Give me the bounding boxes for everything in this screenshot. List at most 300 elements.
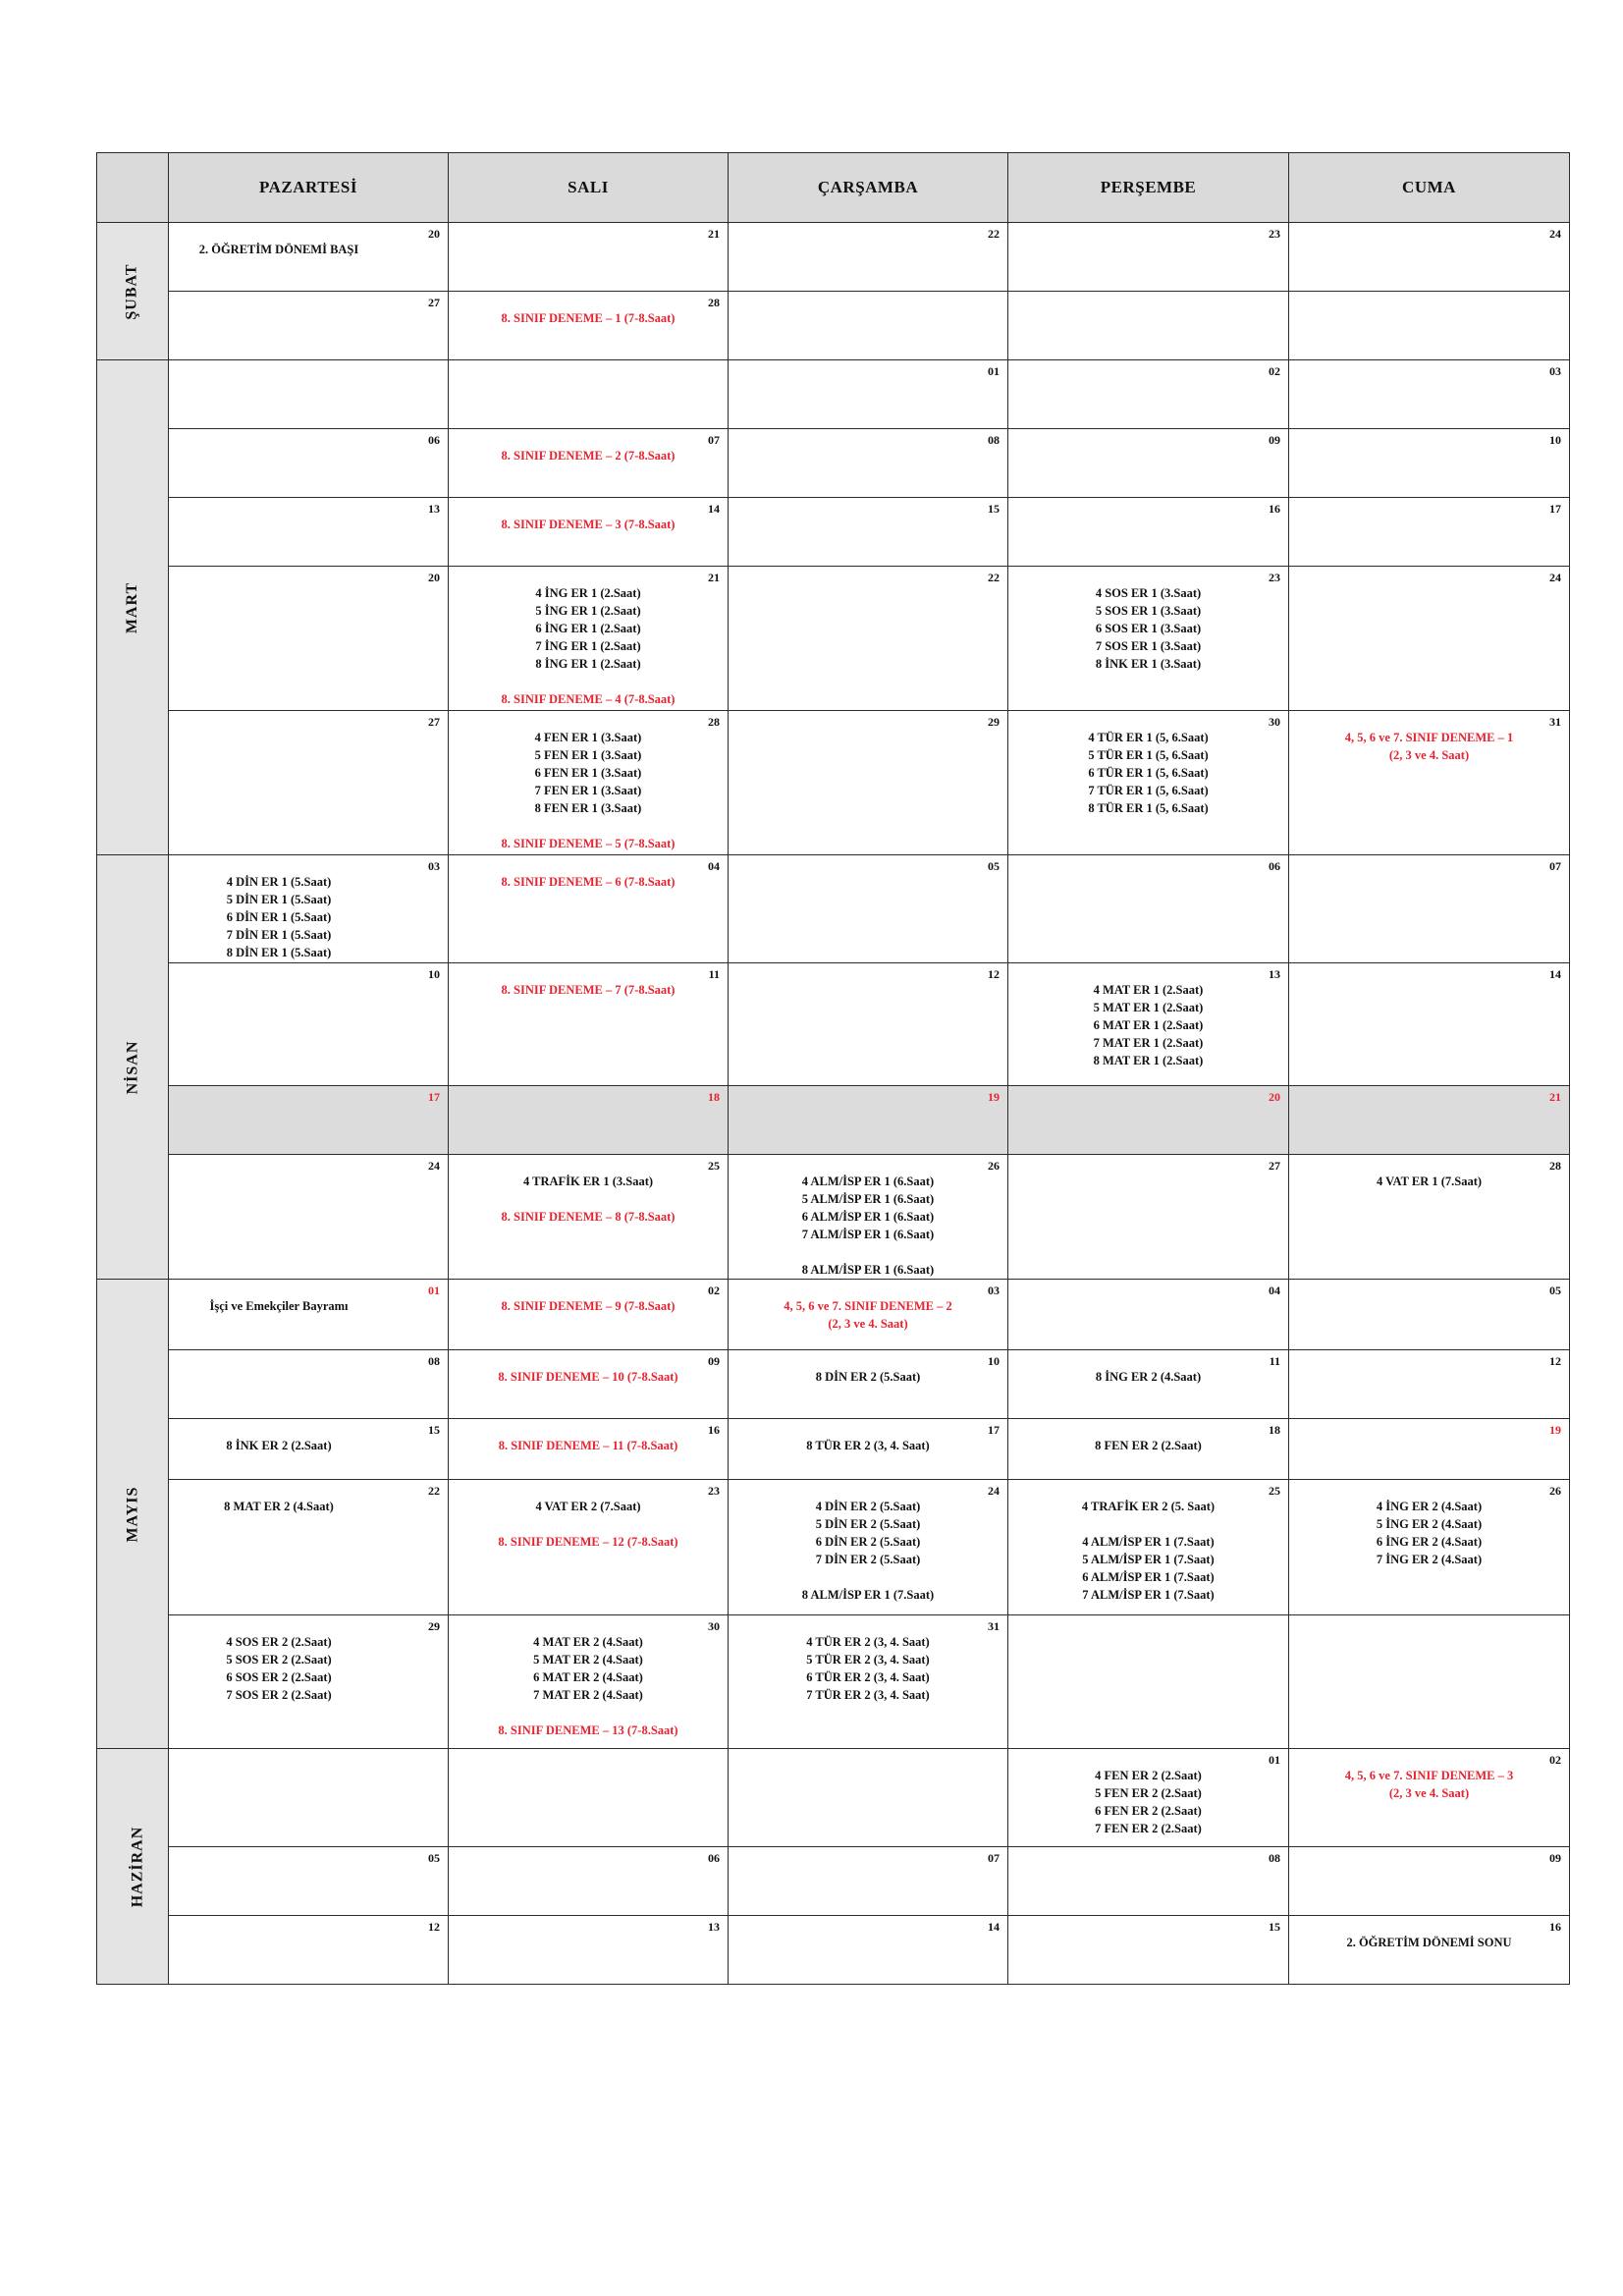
cell-entries <box>1289 1749 1569 1802</box>
day-number: 21 <box>708 571 720 584</box>
cell-entries <box>449 1847 728 1865</box>
day-cell <box>449 1847 729 1916</box>
exam-entry: 6 TÜR ER 2 (3, 4. Saat) <box>806 1670 930 1684</box>
day-number: 18 <box>1269 1423 1280 1437</box>
day-number: 19 <box>988 1090 1000 1104</box>
day-cell <box>1008 963 1289 1086</box>
exam-entry: 8 ALM/İSP ER 1 (6.Saat) <box>801 1263 935 1277</box>
day-number: 25 <box>1269 1484 1280 1498</box>
exam-calendar <box>96 152 1569 1979</box>
week-row <box>97 1480 1570 1615</box>
exam-entry: 6 SOS ER 2 (2.Saat) <box>226 1670 332 1684</box>
exam-entry: 5 DİN ER 1 (5.Saat) <box>226 893 332 906</box>
cell-entries <box>1008 1615 1288 1633</box>
day-cell <box>1008 1350 1289 1419</box>
day-cell <box>1008 1419 1289 1480</box>
exam-entry <box>729 1568 1007 1586</box>
exam-entry: 4 DİN ER 2 (5.Saat) <box>815 1500 921 1513</box>
day-number: 11 <box>708 967 720 981</box>
cell-entries <box>449 1086 728 1104</box>
day-cell <box>729 567 1008 711</box>
day-cell <box>1289 1847 1570 1916</box>
exam-entry: 6 FEN ER 2 (2.Saat) <box>1095 1804 1202 1818</box>
cell-entries <box>449 498 728 533</box>
cell-entries <box>729 1419 1007 1454</box>
exam-entry: 5 TÜR ER 2 (3, 4. Saat) <box>806 1653 930 1667</box>
cell-entries <box>169 1280 448 1315</box>
day-number: 09 <box>708 1354 720 1368</box>
exam-entry: 6 DİN ER 1 (5.Saat) <box>226 910 332 924</box>
day-cell <box>1289 1615 1570 1749</box>
cell-entries <box>1289 1280 1569 1297</box>
exam-entry <box>449 1190 728 1208</box>
calendar-table <box>96 152 1570 1985</box>
cell-entries <box>1008 1480 1288 1604</box>
day-cell <box>169 963 449 1086</box>
cell-entries <box>1008 1847 1288 1865</box>
day-cell <box>449 1480 729 1615</box>
cell-entries <box>1008 223 1288 241</box>
cell-entries <box>729 498 1007 516</box>
cell-entries <box>449 1749 728 1767</box>
cell-entries <box>1008 567 1288 673</box>
cell-entries <box>169 1155 448 1173</box>
exam-entry: 8 TÜR ER 1 (5, 6.Saat) <box>1088 801 1209 815</box>
day-number: 06 <box>1269 859 1280 873</box>
week-row <box>97 1350 1570 1419</box>
cell-entries <box>1289 711 1569 764</box>
exam-entry <box>449 817 728 835</box>
day-number: 16 <box>1269 502 1280 516</box>
day-number: 14 <box>988 1920 1000 1934</box>
day-number: 23 <box>708 1484 720 1498</box>
week-row <box>97 1847 1570 1916</box>
week-row <box>97 1615 1570 1749</box>
day-cell <box>1008 1847 1289 1916</box>
exam-entry: 7 İNG ER 1 (2.Saat) <box>535 639 641 653</box>
day-number: 20 <box>1269 1090 1280 1104</box>
day-number: 02 <box>1269 364 1280 378</box>
exam-entry: 5 DİN ER 2 (5.Saat) <box>815 1517 921 1531</box>
exam-entry: 8 İNK ER 2 (2.Saat) <box>226 1439 332 1452</box>
day-number: 22 <box>988 227 1000 241</box>
exam-entry: 8 FEN ER 1 (3.Saat) <box>534 801 642 815</box>
cell-entries <box>449 1350 728 1386</box>
day-cell <box>1008 429 1289 498</box>
cell-entries <box>449 292 728 327</box>
cell-entries <box>1289 360 1569 378</box>
month-label-cell <box>97 855 169 1280</box>
day-cell <box>449 498 729 567</box>
day-cell <box>169 855 449 963</box>
day-cell <box>1008 855 1289 963</box>
exam-entry: 7 SOS ER 2 (2.Saat) <box>226 1688 332 1702</box>
day-number: 12 <box>988 967 1000 981</box>
header-row <box>97 153 1570 223</box>
day-number: 26 <box>1549 1484 1561 1498</box>
cell-entries <box>1289 498 1569 516</box>
exam-entry: 5 MAT ER 2 (4.Saat) <box>533 1653 643 1667</box>
day-cell <box>729 1419 1008 1480</box>
day-cell <box>1008 1155 1289 1280</box>
cell-entries <box>1289 855 1569 873</box>
exam-deneme-entry: 8. SINIF DENEME – 8 (7-8.Saat) <box>501 1210 676 1224</box>
day-number: 28 <box>708 715 720 729</box>
day-number: 07 <box>708 433 720 447</box>
day-number: 25 <box>708 1159 720 1173</box>
exam-entry: 4 SOS ER 1 (3.Saat) <box>1095 586 1202 600</box>
day-cell <box>1289 1916 1570 1985</box>
exam-entry: 7 ALM/İSP ER 1 (6.Saat) <box>801 1228 935 1241</box>
exam-deneme-entry: 4, 5, 6 ve 7. SINIF DENEME – 3 <box>1344 1769 1514 1782</box>
cell-entries <box>449 711 728 852</box>
cell-entries <box>1289 567 1569 584</box>
exam-entry: 5 İNG ER 2 (4.Saat) <box>1376 1517 1483 1531</box>
day-number: 13 <box>708 1920 720 1934</box>
exam-deneme-entry: 4, 5, 6 ve 7. SINIF DENEME – 2 <box>784 1299 952 1313</box>
day-number: 02 <box>708 1284 720 1297</box>
exam-entry: 6 SOS ER 1 (3.Saat) <box>1095 622 1202 635</box>
day-number: 29 <box>428 1619 440 1633</box>
header-monday: PAZARTESİ <box>169 153 449 223</box>
day-number: 17 <box>428 1090 440 1104</box>
cell-entries <box>1289 223 1569 241</box>
day-cell <box>1008 1086 1289 1155</box>
exam-deneme-entry: 8. SINIF DENEME – 4 (7-8.Saat) <box>501 692 676 706</box>
day-number: 07 <box>988 1851 1000 1865</box>
cell-entries <box>1008 1419 1288 1454</box>
exam-deneme-entry: 8. SINIF DENEME – 13 (7-8.Saat) <box>498 1723 678 1737</box>
day-cell <box>1289 1419 1570 1480</box>
week-row <box>97 711 1570 855</box>
cell-entries <box>169 223 448 258</box>
day-cell <box>449 855 729 963</box>
cell-entries <box>169 1350 448 1368</box>
cell-entries <box>729 1480 1007 1604</box>
exam-entry: 8 DİN ER 2 (5.Saat) <box>815 1370 921 1384</box>
month-name: MAYIS <box>124 1486 140 1542</box>
day-cell <box>169 1916 449 1985</box>
exam-deneme-entry: (2, 3 ve 4. Saat) <box>828 1317 908 1331</box>
day-cell <box>449 1615 729 1749</box>
cell-entries <box>729 711 1007 729</box>
exam-entry: 6 TÜR ER 1 (5, 6.Saat) <box>1088 766 1209 780</box>
month-name: MART <box>123 581 140 633</box>
cell-entries <box>1289 1480 1569 1568</box>
day-cell <box>169 1155 449 1280</box>
exam-entry: 4 VAT ER 1 (7.Saat) <box>1376 1175 1483 1188</box>
day-cell <box>1008 1749 1289 1847</box>
exam-deneme-entry: 8. SINIF DENEME – 12 (7-8.Saat) <box>498 1535 678 1549</box>
cell-entries <box>1289 1847 1569 1865</box>
day-cell <box>449 1280 729 1350</box>
week-row <box>97 1749 1570 1847</box>
day-cell <box>729 1086 1008 1155</box>
day-number: 15 <box>988 502 1000 516</box>
cell-entries <box>169 1615 448 1704</box>
week-row <box>97 1916 1570 1985</box>
calendar-body <box>97 223 1570 1985</box>
cell-entries <box>169 429 448 447</box>
day-cell <box>169 292 449 360</box>
day-cell <box>1008 498 1289 567</box>
exam-deneme-entry: 8. SINIF DENEME – 6 (7-8.Saat) <box>501 875 676 889</box>
day-number: 05 <box>1549 1284 1561 1297</box>
cell-entries <box>729 292 1007 309</box>
exam-entry: 8 MAT ER 2 (4.Saat) <box>224 1500 334 1513</box>
cell-entries <box>1008 498 1288 516</box>
cell-entries <box>449 360 728 378</box>
day-cell <box>1008 360 1289 429</box>
exam-entry: 5 ALM/İSP ER 1 (6.Saat) <box>801 1192 935 1206</box>
cell-entries <box>1008 1749 1288 1837</box>
cell-entries <box>169 855 448 961</box>
exam-entry: 8 MAT ER 1 (2.Saat) <box>1093 1054 1204 1067</box>
day-cell <box>449 711 729 855</box>
cell-entries <box>729 1280 1007 1333</box>
exam-deneme-entry: (2, 3 ve 4. Saat) <box>1388 1786 1470 1800</box>
day-cell <box>169 1086 449 1155</box>
day-cell <box>1289 1749 1570 1847</box>
day-number: 29 <box>988 715 1000 729</box>
day-cell <box>169 1280 449 1350</box>
exam-entry: 5 SOS ER 2 (2.Saat) <box>226 1653 332 1667</box>
exam-entry: 2. ÖĞRETİM DÖNEMİ BAŞI <box>198 243 359 256</box>
day-number: 14 <box>708 502 720 516</box>
week-row <box>97 1155 1570 1280</box>
exam-entry: 4 ALM/İSP ER 1 (7.Saat) <box>1082 1535 1215 1549</box>
day-number: 31 <box>1549 715 1561 729</box>
exam-entry: 4 TÜR ER 2 (3, 4. Saat) <box>806 1635 930 1649</box>
day-cell <box>449 1155 729 1280</box>
day-number: 09 <box>1269 433 1280 447</box>
exam-entry: 6 İNG ER 2 (4.Saat) <box>1376 1535 1483 1549</box>
day-cell <box>1289 855 1570 963</box>
day-number: 19 <box>1549 1423 1561 1437</box>
cell-entries <box>449 1419 728 1454</box>
day-cell <box>729 429 1008 498</box>
week-row <box>97 223 1570 292</box>
day-cell <box>1008 1280 1289 1350</box>
exam-entry: 7 MAT ER 2 (4.Saat) <box>533 1688 643 1702</box>
exam-entry: 7 DİN ER 2 (5.Saat) <box>815 1553 921 1566</box>
day-cell <box>1008 1480 1289 1615</box>
day-cell <box>1008 1615 1289 1749</box>
week-row <box>97 429 1570 498</box>
exam-entry: 4 İNG ER 1 (2.Saat) <box>535 586 641 600</box>
exam-deneme-entry: 8. SINIF DENEME – 10 (7-8.Saat) <box>498 1370 678 1384</box>
day-cell <box>729 711 1008 855</box>
day-cell <box>729 1749 1008 1847</box>
cell-entries <box>449 223 728 241</box>
day-number: 30 <box>1269 715 1280 729</box>
exam-entry: 5 SOS ER 1 (3.Saat) <box>1095 604 1202 618</box>
exam-entry: 7 TÜR ER 1 (5, 6.Saat) <box>1088 784 1209 797</box>
day-number: 22 <box>428 1484 440 1498</box>
day-cell <box>729 360 1008 429</box>
day-cell <box>729 498 1008 567</box>
day-number: 09 <box>1549 1851 1561 1865</box>
exam-entry: 5 MAT ER 1 (2.Saat) <box>1093 1001 1204 1014</box>
day-cell <box>1008 292 1289 360</box>
exam-deneme-entry: 8. SINIF DENEME – 5 (7-8.Saat) <box>501 837 676 850</box>
exam-entry: 4 TÜR ER 1 (5, 6.Saat) <box>1088 731 1209 744</box>
day-number: 27 <box>428 296 440 309</box>
exam-entry <box>449 673 728 690</box>
cell-entries <box>729 567 1007 584</box>
day-cell <box>1289 1086 1570 1155</box>
day-cell <box>1289 567 1570 711</box>
day-cell <box>729 1155 1008 1280</box>
cell-entries <box>169 711 448 729</box>
day-cell <box>1008 1916 1289 1985</box>
month-label-cell <box>97 360 169 855</box>
exam-entry: 4 DİN ER 1 (5.Saat) <box>226 875 332 889</box>
exam-entry: 7 FEN ER 1 (3.Saat) <box>534 784 642 797</box>
day-number: 22 <box>988 571 1000 584</box>
exam-deneme-entry: 4, 5, 6 ve 7. SINIF DENEME – 1 <box>1344 731 1514 744</box>
cell-entries <box>729 1916 1007 1934</box>
header-friday: CUMA <box>1289 153 1570 223</box>
exam-entry <box>449 1704 728 1722</box>
day-number: 30 <box>708 1619 720 1633</box>
month-label-cell <box>97 1749 169 1985</box>
exam-deneme-entry: 8. SINIF DENEME – 9 (7-8.Saat) <box>501 1299 676 1313</box>
exam-entry: 8 TÜR ER 2 (3, 4. Saat) <box>806 1439 930 1452</box>
exam-entry: 4 SOS ER 2 (2.Saat) <box>226 1635 332 1649</box>
exam-entry <box>449 1515 728 1533</box>
day-cell <box>449 292 729 360</box>
day-number: 12 <box>428 1920 440 1934</box>
cell-entries <box>449 567 728 708</box>
cell-entries <box>729 1615 1007 1704</box>
cell-entries <box>729 1155 1007 1279</box>
header-corner <box>97 153 169 223</box>
exam-entry: 6 ALM/İSP ER 1 (6.Saat) <box>801 1210 935 1224</box>
day-cell <box>449 223 729 292</box>
day-cell <box>1289 711 1570 855</box>
day-number: 26 <box>988 1159 1000 1173</box>
cell-entries <box>1008 855 1288 873</box>
day-cell <box>449 1419 729 1480</box>
day-number: 08 <box>1269 1851 1280 1865</box>
day-cell <box>449 360 729 429</box>
week-row <box>97 1419 1570 1480</box>
exam-entry: 8 İNG ER 1 (2.Saat) <box>535 657 641 671</box>
day-number: 03 <box>428 859 440 873</box>
month-name: HAZİRAN <box>129 1826 146 1907</box>
day-number: 24 <box>1549 571 1561 584</box>
exam-entry: 8 DİN ER 1 (5.Saat) <box>226 946 332 959</box>
cell-entries <box>1289 1419 1569 1437</box>
week-row <box>97 292 1570 360</box>
cell-entries <box>169 1847 448 1865</box>
cell-entries <box>1289 1155 1569 1190</box>
day-cell <box>1289 963 1570 1086</box>
day-number: 05 <box>988 859 1000 873</box>
day-number: 21 <box>1549 1090 1561 1104</box>
day-cell <box>729 1280 1008 1350</box>
cell-entries <box>729 429 1007 447</box>
exam-entry: 4 MAT ER 1 (2.Saat) <box>1093 983 1204 997</box>
cell-entries <box>449 855 728 891</box>
day-cell <box>169 1480 449 1615</box>
day-cell <box>729 1615 1008 1749</box>
day-number: 23 <box>1269 227 1280 241</box>
day-number: 21 <box>708 227 720 241</box>
day-cell <box>169 223 449 292</box>
exam-entry: 6 FEN ER 1 (3.Saat) <box>534 766 642 780</box>
exam-entry: 8 FEN ER 2 (2.Saat) <box>1095 1439 1202 1452</box>
day-cell <box>1289 360 1570 429</box>
exam-entry: 4 MAT ER 2 (4.Saat) <box>533 1635 643 1649</box>
day-number: 13 <box>428 502 440 516</box>
cell-entries <box>1008 711 1288 817</box>
day-number: 10 <box>1549 433 1561 447</box>
week-row <box>97 1280 1570 1350</box>
day-number: 16 <box>1549 1920 1561 1934</box>
exam-entry: 2. ÖĞRETİM DÖNEMİ SONU <box>1346 1936 1512 1949</box>
exam-entry: 5 ALM/İSP ER 1 (7.Saat) <box>1082 1553 1215 1566</box>
cell-entries <box>1008 963 1288 1069</box>
cell-entries <box>169 1480 448 1515</box>
exam-entry: 5 FEN ER 1 (3.Saat) <box>534 748 642 762</box>
day-number: 16 <box>708 1423 720 1437</box>
exam-entry: 8 İNK ER 1 (3.Saat) <box>1095 657 1202 671</box>
cell-entries <box>1008 1280 1288 1297</box>
day-number: 17 <box>988 1423 1000 1437</box>
exam-entry <box>729 1243 1007 1261</box>
cell-entries <box>169 360 448 378</box>
cell-entries <box>1289 429 1569 447</box>
week-row <box>97 567 1570 711</box>
day-cell <box>169 498 449 567</box>
day-cell <box>729 1916 1008 1985</box>
day-cell <box>1289 429 1570 498</box>
month-name: NİSAN <box>123 1040 140 1094</box>
day-number: 10 <box>988 1354 1000 1368</box>
exam-entry: 7 SOS ER 1 (3.Saat) <box>1095 639 1202 653</box>
day-number: 27 <box>1269 1159 1280 1173</box>
header-tuesday: SALI <box>449 153 729 223</box>
exam-entry: 7 TÜR ER 2 (3, 4. Saat) <box>806 1688 930 1702</box>
cell-entries <box>729 1086 1007 1104</box>
day-cell <box>169 360 449 429</box>
day-cell <box>729 1480 1008 1615</box>
day-number: 20 <box>428 571 440 584</box>
day-number: 04 <box>708 859 720 873</box>
cell-entries <box>729 1847 1007 1865</box>
day-number: 28 <box>1549 1159 1561 1173</box>
cell-entries <box>1008 292 1288 309</box>
cell-entries <box>169 567 448 584</box>
day-number: 13 <box>1269 967 1280 981</box>
day-number: 24 <box>428 1159 440 1173</box>
exam-entry: 6 İNG ER 1 (2.Saat) <box>535 622 641 635</box>
cell-entries <box>169 1916 448 1934</box>
cell-entries <box>729 855 1007 873</box>
day-number: 31 <box>988 1619 1000 1633</box>
exam-entry: 6 DİN ER 2 (5.Saat) <box>815 1535 921 1549</box>
exam-deneme-entry: (2, 3 ve 4. Saat) <box>1388 748 1470 762</box>
cell-entries <box>169 1749 448 1767</box>
day-number: 24 <box>1549 227 1561 241</box>
exam-entry: 4 İNG ER 2 (4.Saat) <box>1376 1500 1483 1513</box>
exam-entry: 6 MAT ER 1 (2.Saat) <box>1093 1018 1204 1032</box>
day-number: 14 <box>1549 967 1561 981</box>
week-row <box>97 360 1570 429</box>
day-cell <box>169 429 449 498</box>
